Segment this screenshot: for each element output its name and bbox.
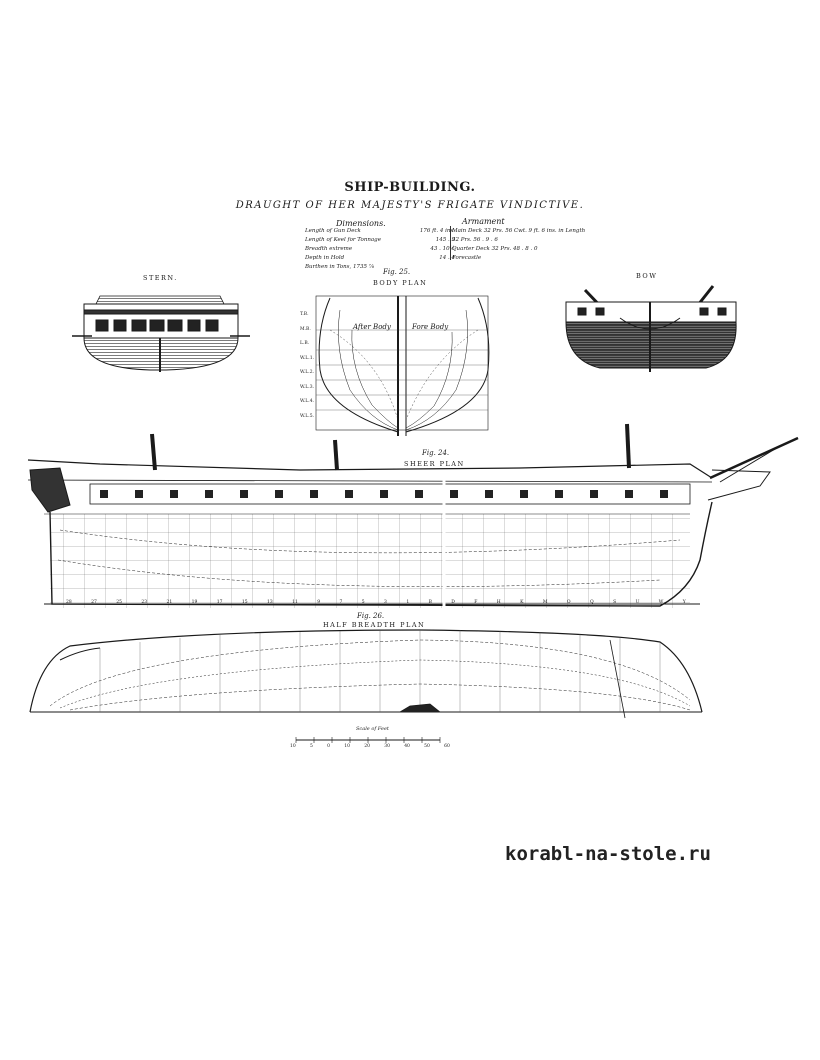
half-breadth-plan xyxy=(30,630,702,718)
station-numbers: 28 27 25 23 21 19 17 15 13 11 9 7 5 3 1 B D F H K M O Q S U W Y xyxy=(66,600,686,605)
dimension-row: Length of Keel for Tonnage 145 . 9 xyxy=(305,237,455,243)
bow-label: BOW xyxy=(636,272,658,280)
body-plan xyxy=(316,296,489,436)
armament-row: Main Deck 32 Prs. 56 Cwt. 9 ft. 6 ins. in Length xyxy=(452,228,586,234)
scale-caption: Scale of Feet xyxy=(356,726,389,732)
dimension-row: Burthen in Tons, 1735 ⅞ xyxy=(305,264,375,270)
watermark-text: korabl-na-stole.ru xyxy=(505,843,711,865)
sheer-plan-label: SHEER PLAN xyxy=(404,460,465,468)
stern-label: STERN. xyxy=(143,274,178,282)
bow-view xyxy=(566,286,736,372)
stern-windows xyxy=(96,320,218,331)
fig25-caption: Fig. 25. xyxy=(383,268,411,276)
armament-row: 32 Prs. 56 . 9 . 6 xyxy=(452,237,498,243)
drawing-title: SHIP-BUILDING. xyxy=(344,180,476,195)
after-body-label: After Body xyxy=(353,323,391,331)
dimension-row: Breadth extreme 43 . 10½ xyxy=(305,246,455,252)
dimensions-heading: Dimensions. xyxy=(336,219,386,228)
half-breadth-label: HALF BREADTH PLAN xyxy=(323,621,426,629)
sheer-plan xyxy=(28,424,798,608)
fig24-caption: Fig. 24. xyxy=(422,449,450,457)
armament-heading: Armament xyxy=(462,217,505,226)
scale-ticks: 10 5 0 10 20 30 40 50 60 xyxy=(290,744,450,749)
drawing-subtitle: DRAUGHT OF HER MAJESTY'S FRIGATE VINDICTIVE. xyxy=(235,200,585,211)
stern-view xyxy=(72,296,250,372)
waterline-labels: T.B. M.B. L.B. W.L.1. W.L.2. W.L.3. W.L.4. W.L.5. xyxy=(300,312,314,419)
dimension-row: Depth in Hold 14 . 4 xyxy=(305,255,455,261)
scale-bar xyxy=(296,737,440,743)
armament-row: Quarter Deck 32 Prs. 48 . 8 . 0 xyxy=(452,246,538,252)
fig26-caption: Fig. 26. xyxy=(357,612,385,620)
armament-row: Forecastle xyxy=(452,255,482,261)
dimension-row: Length of Gun Deck 176 ft. 4 ins. xyxy=(305,228,455,234)
body-plan-label: BODY PLAN xyxy=(373,279,428,287)
fore-body-label: Fore Body xyxy=(412,323,449,331)
